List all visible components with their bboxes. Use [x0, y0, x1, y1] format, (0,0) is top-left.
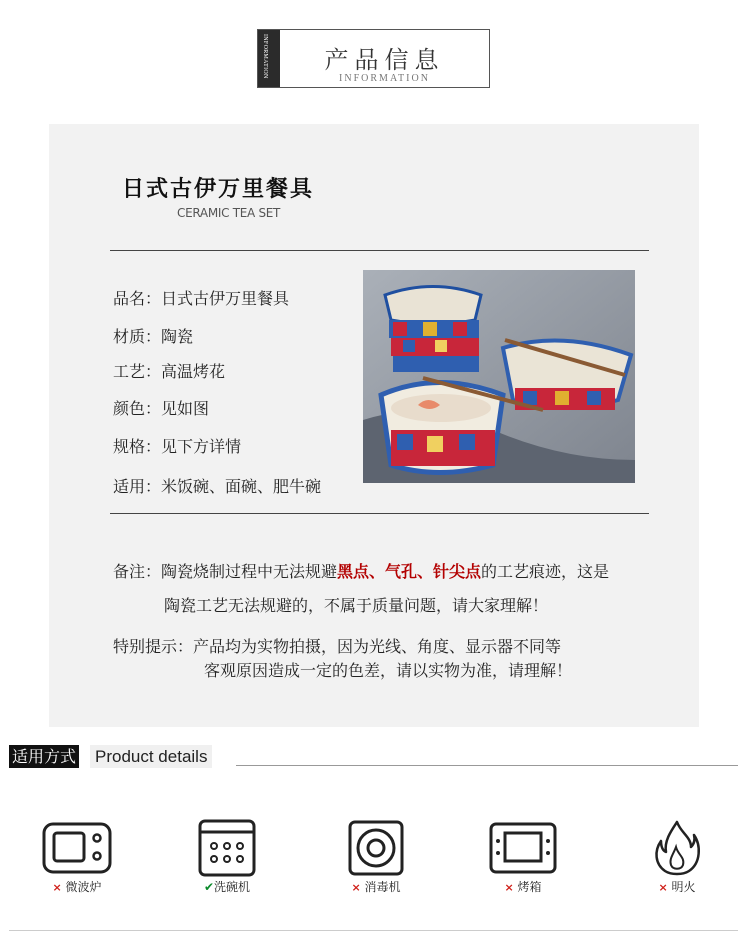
usage-item-microwave [27, 818, 127, 895]
usage-label-sterilizer: 消毒机 [364, 880, 401, 894]
dishwasher-icon [177, 818, 277, 878]
product-title: 日式古伊万里餐具 [122, 177, 315, 202]
usage-item-oven [473, 818, 573, 895]
product-subtitle: CERAMIC TEA SET [177, 206, 281, 220]
usage-item-sterilizer [326, 818, 426, 895]
spec-color: 颜色：见如图 [113, 399, 210, 418]
not-allowed-mark: × [351, 881, 361, 894]
not-allowed-mark: × [658, 881, 668, 894]
bottom-divider [9, 930, 738, 931]
flame-icon [627, 818, 727, 878]
tip-line-2: 客观原因造成一定的色差，请以实物为准，请理解！ [204, 661, 573, 680]
note-suffix: 的工艺痕迹，这是 [481, 562, 610, 581]
not-allowed-mark: × [504, 881, 514, 894]
note-line-1 [113, 559, 609, 582]
side-bowl-illustration [503, 340, 631, 410]
header-side-tab [258, 30, 280, 87]
usage-label-microwave: 微波炉 [65, 880, 102, 894]
usage-section-title: Product details [90, 745, 212, 768]
product-photo [363, 270, 635, 483]
microwave-icon [27, 818, 127, 878]
spec-usage: 适用：米饭碗、面碗、肥牛碗 [113, 477, 322, 496]
divider-top [110, 250, 649, 251]
usage-section-divider [236, 765, 738, 766]
header-tab-text: INFORMATION [262, 34, 268, 79]
stacked-bowls-illustration [385, 287, 481, 373]
header-title: 产品信息 [324, 46, 445, 74]
usage-item-dishwasher [177, 818, 277, 895]
allowed-check-mark: ✔ [203, 880, 215, 894]
usage-section-tag: 适用方式 [9, 745, 79, 768]
section-header-badge [257, 29, 490, 88]
spec-craft: 工艺：高温烤花 [113, 362, 226, 381]
tip-line-1: 特别提示：产品均为实物拍摄，因为光线、角度、显示器不同等 [113, 637, 562, 656]
sterilizer-icon [326, 818, 426, 878]
note-line-2: 陶瓷工艺无法规避的，不属于质量问题，请大家理解！ [164, 596, 549, 615]
not-allowed-mark: × [52, 881, 62, 894]
usage-label-oven: 烤箱 [517, 880, 542, 894]
usage-item-flame [627, 818, 727, 895]
usage-label-flame: 明火 [671, 880, 696, 894]
spec-material: 材质：陶瓷 [113, 327, 194, 346]
usage-label-dishwasher: 洗碗机 [214, 880, 251, 894]
header-subtitle: INFORMATION [339, 73, 430, 84]
product-info-panel [49, 124, 699, 727]
note-highlight: 黑点、气孔、针尖点 [337, 562, 482, 581]
divider-bottom [110, 513, 649, 514]
note-prefix: 备注：陶瓷烧制过程中无法规避 [113, 562, 338, 581]
spec-name: 品名：日式古伊万里餐具 [113, 289, 290, 308]
oven-icon [473, 818, 573, 878]
spec-size: 规格：见下方详情 [113, 437, 242, 456]
